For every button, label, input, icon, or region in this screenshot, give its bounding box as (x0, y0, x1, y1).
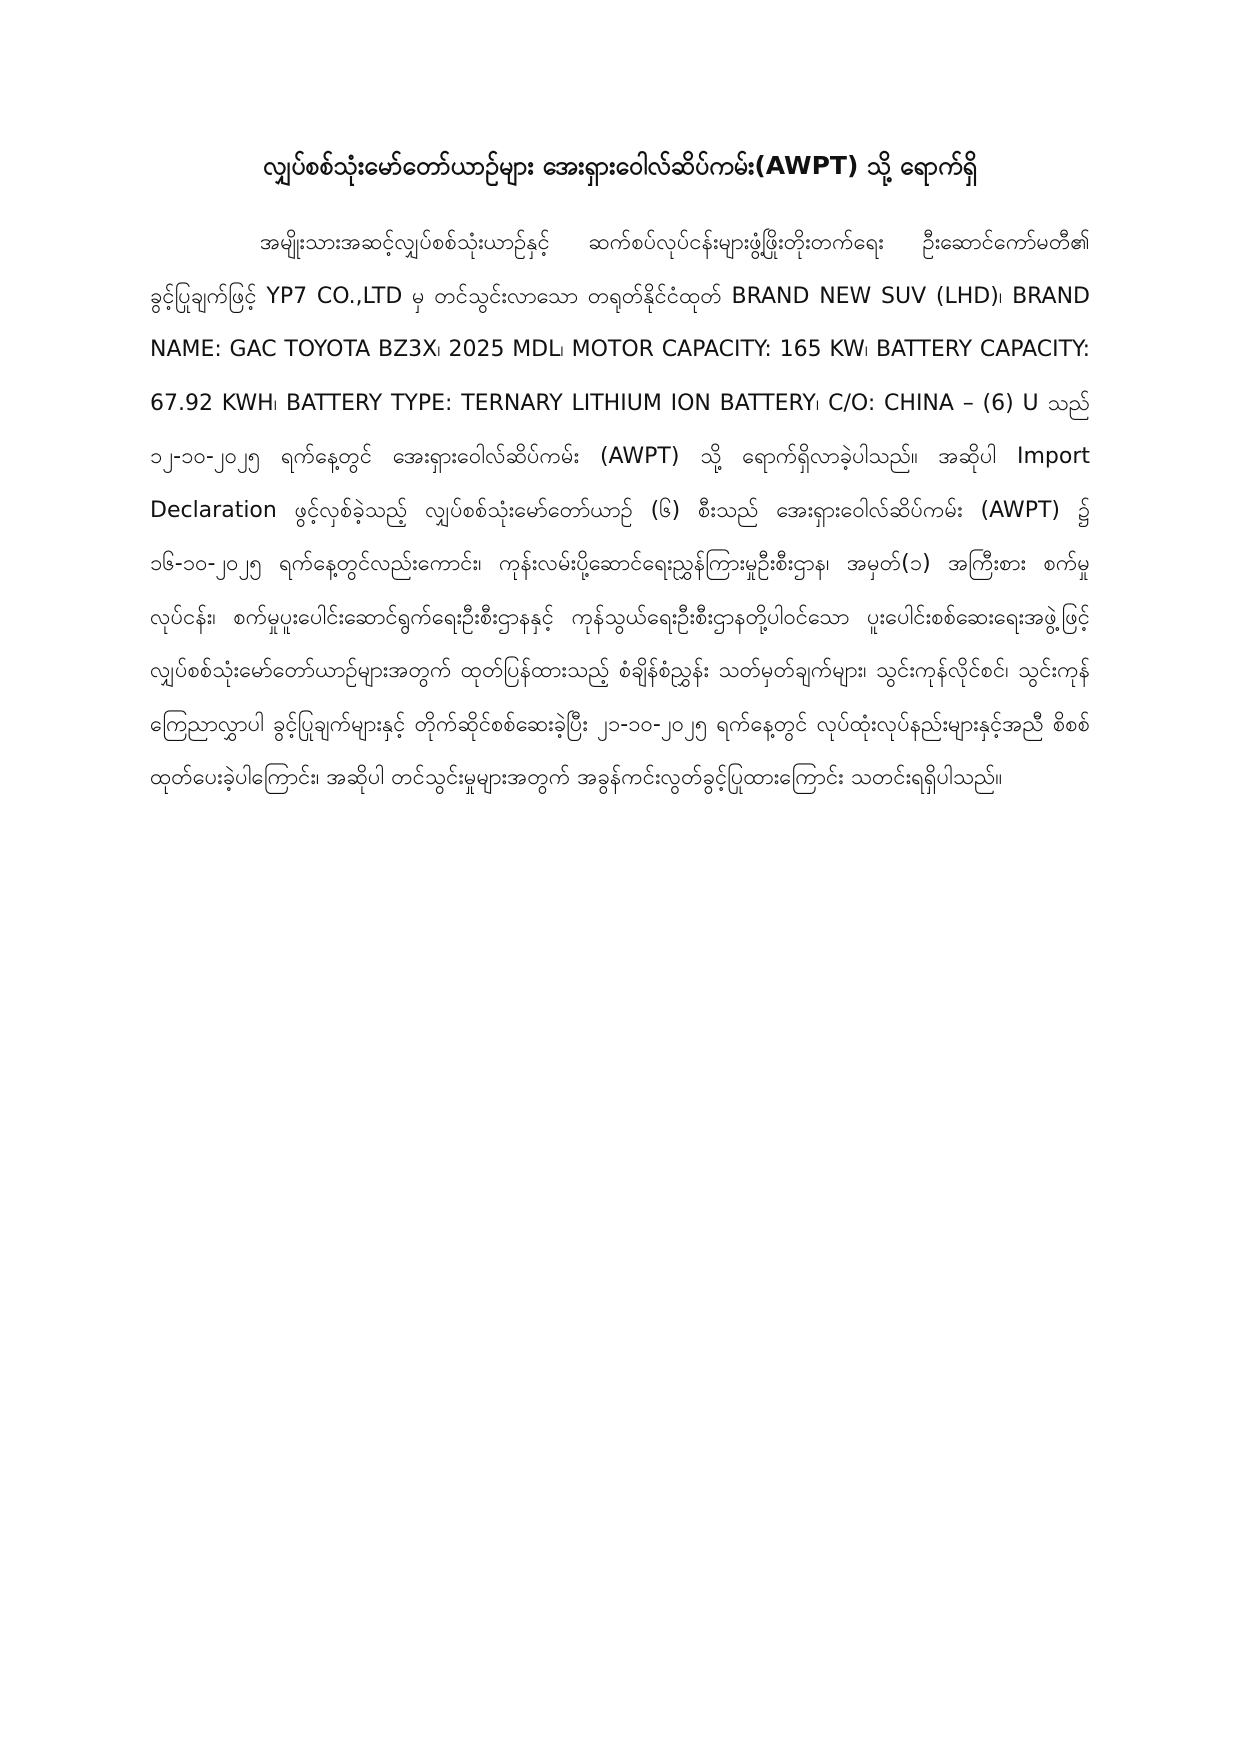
document-title: လျှပ်စစ်သုံးမော်တော်ယာဉ်များ အေးရှားဝေါလ်ဆိပ်ကမ်း(AWPT) သို့ ရောက်ရှိ (263, 151, 977, 180)
document-paragraph: အမျိုးသားအဆင့်လျှပ်စစ်သုံးယာဉ်နှင့် ဆက်စပ်လုပ်ငန်းများဖွံ့ဖြိုးတိုးတက်ရေး ဦးဆောင်ကော်မတီ၏ ခွင့်ပြုချက်ဖြင့် YP7 CO.,LTD မှ တင်သွင်းလာသော တရုတ်နိုင်ငံထုတ် BRAND NEW SUV (LHD)၊ BRAND NAME: GAC TOYOTA BZ3X၊ 2025 MDL၊ MOTOR CAPACITY: 165 KW၊ BATTERY CAPACITY: 67.92 KWH၊ BATTERY TYPE: TERNARY LITHIUM ION BATTERY၊ C/O: CHINA – (6) U သည် ၁၂-၁၀-၂၀၂၅ ရက်နေ့တွင် အေးရှားဝေါလ်ဆိပ်ကမ်း (AWPT) သို့ ရောက်ရှိလာခဲ့ပါသည်။ အဆိုပါ Import Declaration ဖွင့်လှစ်ခဲ့သည့် လျှပ်စစ်သုံးမော်တော်ယာဉ် (၆) စီးသည် အေးရှားဝေါလ်ဆိပ်ကမ်း (AWPT) ၌ ၁၆-၁၀-၂၀၂၅ ရက်နေ့တွင်လည်းကောင်း၊ ကုန်းလမ်းပို့ဆောင်ရေးညွှန်ကြားမှုဦးစီးဌာန၊ အမှတ်(၁) အကြီးစား စက်မှုလုပ်ငန်း၊ စက်မှုပူးပေါင်းဆောင်ရွက်ရေးဦးစီးဌာနနှင့် ကုန်သွယ်ရေးဦးစီးဌာနတို့ပါဝင်သော ပူးပေါင်းစစ်ဆေးရေးအဖွဲ့ဖြင့် လျှပ်စစ်သုံးမော်တော်ယာဉ်များအတွက် ထုတ်ပြန်ထားသည့် စံချိန်စံညွှန်း သတ်မှတ်ချက်များ၊ သွင်းကုန်လိုင်စင်၊ သွင်းကုန်ကြေညာလွှာပါ ခွင့်ပြုချက်များနှင့် တိုက်ဆိုင်စစ်ဆေးခဲ့ပြီး ၂၁-၁၀-၂၀၂၅ ရက်နေ့တွင် လုပ်ထုံးလုပ်နည်းများနှင့်အညီ စိစစ်ထုတ်ပေးခဲ့ပါကြောင်း၊ အဆိုပါ တင်သွင်းမှုများအတွက် အခွန်ကင်းလွတ်ခွင့်ပြုထားကြောင်း သတင်းရရှိပါသည်။ (150, 230, 1090, 790)
